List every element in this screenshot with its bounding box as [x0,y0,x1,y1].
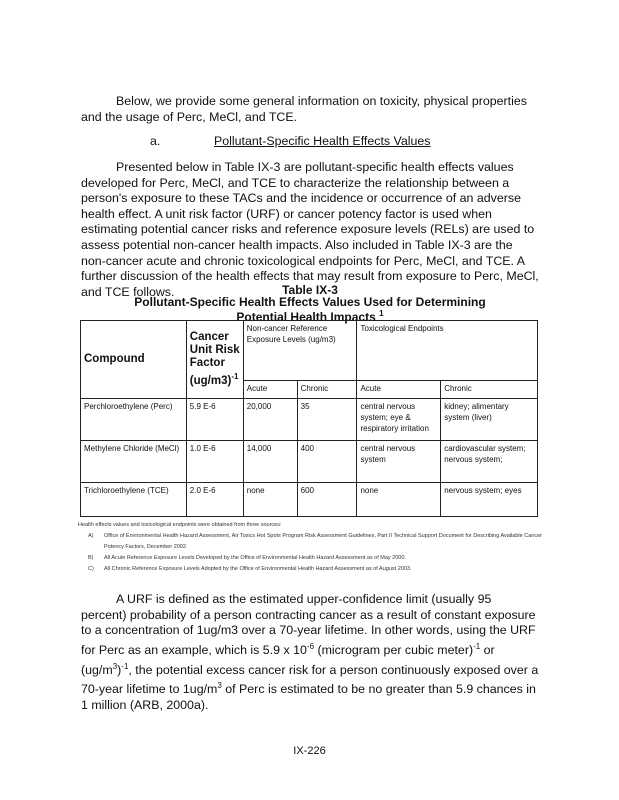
urf-exp-3: 3 [112,661,118,671]
urf-text-5: , the potential excess cancer risk for a person continuously exposed over a 70-year lifetime to 1ug/m [81,662,539,697]
urf-exp-4: -1 [121,661,129,671]
table-header-row [81,321,538,381]
cell-urf: 2.0 E-6 [186,483,243,517]
page-number: IX-226 [293,745,326,757]
urf-text-4: ) [117,662,122,677]
cell-tox-acute: central nervous system; eye & respiratory irritation [357,399,441,441]
note-item [78,531,548,553]
note-text: Office of Environmental Health Hazard Assessment, Air Toxics Hot Spots Program Risk Assessment Guidelines, Part II Technical Support Document for Describing Available Cancer Potency Factors, December 2002. [104,533,542,550]
cell-chronic: 400 [297,441,357,483]
header-urf-text: Cancer Unit Risk Factor (ug/m3) [189,331,240,387]
cell-tox-acute: central nervous system [357,441,441,483]
urf-text-6: of Perc is estimated to be no greater than 5.9 chances in 1 million (ARB, 2000a). [81,682,536,712]
body-paragraph-2 [81,592,539,714]
body-paragraph-1: Presented below in Table IX-3 are pollutant-specific health effects values developed for Perc, MeCl, and TCE to characterize the relationship between a person's exposure to these TACs and the incidence or occurrence of an adverse health effect. A unit risk factor (URF) or cancer potency factor is used when estimating potential cancer risks and reference exposure levels (RELs) are used to assess potential non-cancer health impacts. Also included in Table IX-3 are the non-cancer acute and chronic toxicological endpoints for Perc, MeCl, and TCE. A further discussion of the health effects that may result from exposure to Perc, MeCl, and TCE follows. [81,160,539,299]
table-row [81,399,538,441]
cell-tox-chronic: nervous system; eyes [441,483,538,517]
urf-exp-1: -6 [306,641,315,651]
cell-tox-chronic: kidney; alimentary system (liver) [441,399,538,441]
cell-tox-chronic: cardiovascular system; nervous system; [441,441,538,483]
table-notes [78,520,548,575]
table-title-footnote: 1 [379,309,384,318]
urf-text-1: A URF is defined as the estimated upper-confidence limit (usually 95 percent) probability of a person contracting cancer as a result of constant exposure to a concentration of 1ug/m3 over a 70-year lifetime. In other words, using the URF for Perc as an example, which is 5.9 x 10 [81,592,536,657]
notes-intro: Health effects values and toxicological endpoints were obtained from three sources: [78,522,282,528]
note-text: All Acute Reference Exposure Levels Developed by the Office of Environmental Health Hazard Assessment as of May 2000. [104,555,406,561]
urf-text-2: (microgram per cubic meter) [314,642,474,657]
note-label: C) [88,566,94,572]
cell-tox-acute: none [357,483,441,517]
table-label: Table IX-3 [282,283,338,297]
note-item [78,564,548,575]
note-label: B) [88,555,94,561]
table-title-line1: Pollutant-Specific Health Effects Values Used for Determining [134,295,486,309]
section-title: Pollutant-Specific Health Effects Values [214,134,431,148]
header-tox: Toxicological Endpoints [357,321,538,381]
header-tox-acute: Acute [357,381,441,399]
cell-compound: Trichloroethylene (TCE) [81,483,187,517]
cell-compound: Perchloroethylene (Perc) [81,399,187,441]
header-tox-chronic: Chronic [441,381,538,399]
header-compound: Compound [81,321,187,399]
cell-compound: Methylene Chloride (MeCl) [81,441,187,483]
table-row [81,441,538,483]
health-effects-table [80,320,538,517]
section-heading [150,134,431,148]
cell-chronic: 600 [297,483,357,517]
cell-acute: none [243,483,297,517]
urf-exp-2: -1 [473,641,481,651]
note-label: A) [88,533,94,539]
note-item [78,553,548,564]
cell-urf: 5.9 E-6 [186,399,243,441]
header-acute: Acute [243,381,297,399]
urf-exp-5: 3 [217,681,222,691]
cell-acute: 14,000 [243,441,297,483]
section-letter: a. [150,134,161,148]
header-chronic: Chronic [297,381,357,399]
header-urf-exp: -1 [231,372,239,382]
cell-acute: 20,000 [243,399,297,441]
cell-urf: 1.0 E-6 [186,441,243,483]
cell-chronic: 35 [297,399,357,441]
header-noncancer: Non-cancer Reference Exposure Levels (ug/m3) [243,321,357,381]
table-title-text: Potential Health Impacts [236,310,376,324]
note-text: All Chronic Reference Exposure Levels Adopted by the Office of Environmental Health Hazard Assessment as of August 2003. [104,566,412,572]
header-urf [186,321,243,399]
table-row [81,483,538,517]
urf-text-3: or (ug/m [81,642,495,677]
intro-paragraph: Below, we provide some general information on toxicity, physical properties and the usage of Perc, MeCl, and TCE. [81,94,527,124]
